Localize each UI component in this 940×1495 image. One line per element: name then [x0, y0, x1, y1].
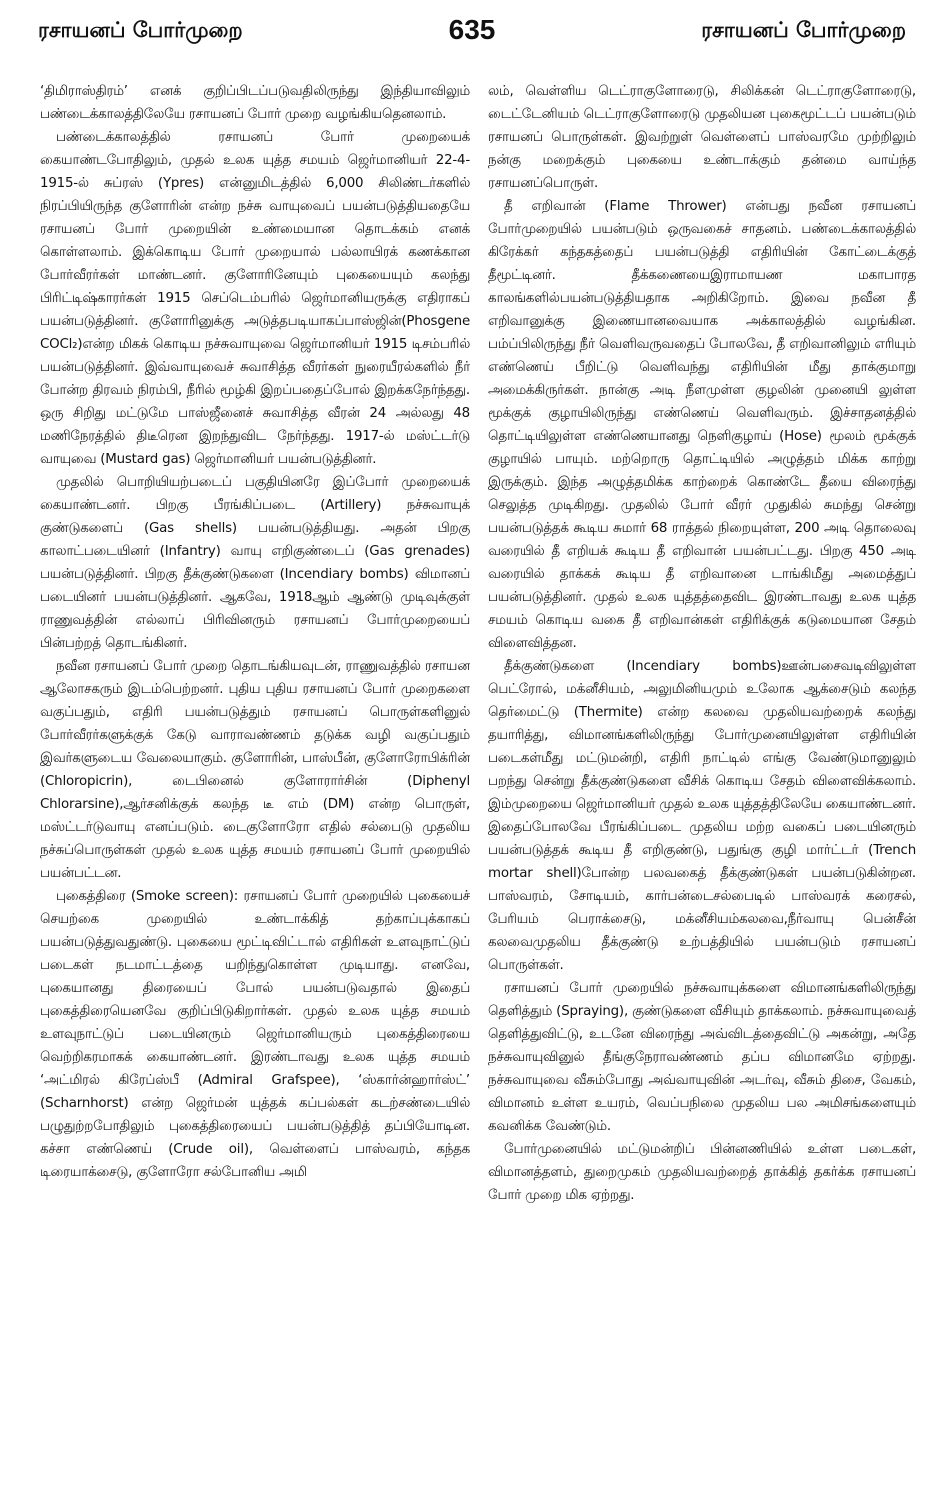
running-title-right: ரசாயனப் போர்முறை — [701, 18, 906, 42]
page-number: 635 — [448, 14, 496, 45]
paragraph: புகைத்திரை (Smoke screen): ரசாயனப் போர் முறையில் புகையைச் செயற்கை முறையில் உண்டாக்கித் தற்காப்புக்காகப் பயன்படுத்துவதுண்டு. புகையை மூட்டிவிட்டால் எதிரிகள் உளவுநாட்டுப் படைகள் நடமாட்டத்தை யறிந்துகொள்ள முடியாது. எனவே, புகையானது திரையைப் போல் பயன்படுவதால் இதைப் புகைத்திரையெனவே குறிப்பிடுகிறார்கள். முதல் உலக யுத்த சமயம் உளவுநாட்டுப் படையினரும் ஜெர்மானியரும் புகைத்திரையை வெற்றிகரமாகக் கையாண்டனர். இரண்டாவது உலக யுத்த சமயம் ‘அட்மிரல் கிரேப்ஸ்பீ (Admiral Grafspee), ‘ஸ்கார்ன்ஹார்ஸ்ட்’ (Scharnhorst) என்ற ஜெர்மன் யுத்தக் கப்பல்கள் கடற்சண்டையில் பழுதுற்றபோதிலும் புகைத்திரையைப் பயன்படுத்தித் தப்பியோடின. கச்சா எண்ணெய் (Crude oil), வெள்ளைப் பாஸ்வரம், கந்தக டிரையாக்சைடு, குளோரோ சல்போனிய அமி — [40, 889, 470, 1180]
paragraph: போர்முனையில் மட்டுமன்றிப் பின்னணியில் உள்ள படைகள், விமானத்தளம், துறைமுகம் முதலியவற்றைத் தாக்கித் தகர்க்க ரசாயனப் போர் முறை மிக ஏற்றது. — [488, 1142, 916, 1203]
paragraph: தீ எறிவான் (Flame Thrower) என்பது நவீன ரசாயனப் போர்முறையில் பயன்படும் ஒருவகைச் சாதனம். பண்டைக்காலத்தில் கிரேக்கர் கந்தகத்தைப் பயன்படுத்தி எதிரியின் கோட்டைக்குத் தீமூட்டினர். தீக்கணையைஇராமாயண மகாபாரத காலங்களில்பயன்படுத்தியதாக அறிகிறோம். இவை நவீன தீ எறிவானுக்கு இணையானவையாக அக்காலத்தில் வழங்கின. பம்ப்பிலிருந்து நீர் வெளிவருவதைப் போலவே, தீ எறிவானிலும் எரியும் எண்ணெய் பீறிட்டு வெளிவந்து எதிரியின் மீது தாக்குமாறு அமைக்கிருர்கள். நான்கு அடி நீளமுள்ள குழலின் முனையி லுள்ள மூக்குக் குழாயிலிருந்து எண்ணெய் வெளிவரும். இச்சாதனத்தில் தொட்டியிலுள்ள எண்ணெயானது நெளிகுழாய் (Hose) மூலம் மூக்குக் குழாயில் பாயும். மற்றொரு தொட்டியில் அழுத்தம் மிக்க காற்று இருக்கும். இந்த அழுத்தமிக்க காற்றைக் கொண்டே தீயை விரைந்து செலுத்த முடிகிறது. முதலில் போர் வீரர் முதுகில் சுமந்து சென்று பயன்படுத்தக் கூடிய சுமார் 68 ராத்தல் நிறையுள்ள, 200 அடி தொலைவு வரையில் தீ எறியக் கூடிய தீ எறிவான் பயன்பட்டது. பிறகு 450 அடி வரையில் தாக்கக் கூடிய தீ எறிவானை டாங்கிமீது அமைத்துப் பயன்படுத்தினர். முதல் உலக யுத்தத்தைவிட இரண்டாவது உலக யுத்த சமயம் கொடிய வகை தீ எறிவான்கள் எதிரிக்குக் கடுமையான சேதம் விளைவித்தன. — [488, 199, 916, 651]
left-column — [40, 80, 470, 1480]
page-header — [38, 14, 906, 64]
paragraph: லம், வெள்ளிய டெட்ராகுளோரைடு, சிலிக்கன் டெட்ராகுளோரைடு, டைட்டேனியம் டெட்ராகுளோரைடு முதலியன புகைமூட்டப் பயன்படும் ரசாயனப் பொருள்கள். இவற்றுள் வெள்ளைப் பாஸ்வரமே முற்றிலும் நன்கு மறைக்கும் புகையை உண்டாக்கும் தன்மை வாய்ந்த ரசாயனப்பொருள். — [488, 84, 916, 191]
paragraph: ரசாயனப் போர் முறையில் நச்சுவாயுக்களை விமானங்களிலிருந்து தெளித்தும் (Spraying), குண்டுகளை வீசியும் தாக்கலாம். நச்சுவாயுவைத் தெளித்துவிட்டு, உடனே விரைந்து அவ்விடத்தைவிட்டு அகன்று, அதே நச்சுவாயுவினுல் தீங்குநேராவண்ணம் தப்ப விமானமே ஏற்றது. நச்சுவாயுவை வீசும்போது அவ்வாயுவின் அடர்வு, வீசும் திசை, வேகம், விமானம் உள்ள உயரம், வெப்பநிலை முதலிய பல அமிசங்களையும் கவனிக்க வேண்டும். — [488, 981, 916, 1134]
running-title-left: ரசாயனப் போர்முறை — [38, 18, 243, 42]
paragraph: பண்டைக்காலத்தில் ரசாயனப் போர் முறையைக் கையாண்டபோதிலும், முதல் உலக யுத்த சமயம் ஜெர்மானியர் 22-4-1915-ல் சுப்ரஸ் (Ypres) என்னுமிடத்தில் 6,000 சிலிண்டர்களில் நிரப்பியிருந்த குளோரின் என்ற நச்சு வாயுவைப் பயன்படுத்தியதையே ரசாயனப் போர் முறையின் உண்மையான தொடக்கம் எனக் கொள்ளலாம். இக்கொடிய போர் முறையால் பல்லாயிரக் கணக்கான போர்வீரர்கள் மாண்டனர். குளோரினேயும் புகையையும் கலந்து பிரிட்டிஷ்காரர்கள் 1915 செப்டெம்பரில் ஜெர்மானியருக்கு எதிராகப் பயன்படுத்தினர். குளோரினுக்கு அடுத்தபடியாகப்பாஸ்ஜின்(Phosgene COCl₂)என்ற மிகக் கொடிய நச்சுவாயுவை ஜெர்மானியர் 1915 டிசம்பரில் பயன்படுத்தினர். இவ்வாயுவைச் சுவாசித்த வீரர்கள் நுரையீரல்களில் நீர் போன்ற திரவம் நிரம்பி, நீரில் மூழ்கி இறப்பதைப்போல் இறக்கநேர்ந்தது. ஒரு சிறிது மட்டுமே பாஸ்ஜீனைச் சுவாசித்த வீரன் 24 அல்லது 48 மணிநேரத்தில் திடீரென இறந்துவிட நேர்ந்தது. 1917-ல் மஸ்ட்டர்டு வாயுவை (Mustard gas) ஜெர்மானியர் பயன்படுத்தினர். — [40, 130, 470, 467]
paragraph: ‘திமிராஸ்திரம்’ எனக் குறிப்பிடப்படுவதிலிருந்து இந்தியாவிலும் பண்டைக்காலத்திலேயே ரசாயனப் போர் முறை வழங்கியதெனலாம். — [40, 84, 470, 122]
right-column — [488, 80, 916, 1480]
paragraph: நவீன ரசாயனப் போர் முறை தொடங்கியவுடன், ராணுவத்தில் ரசாயன ஆலோசகரும் இடம்பெற்றனர். புதிய புதிய ரசாயனப் போர் முறைகளை வகுப்பதும், எதிரி பயன்படுத்தும் ரசாயனப் பொருள்களினுல் போர்வீரர்களுக்குக் கேடு வாராவண்ணம் தடுக்க வழி வகுப்பதும் இவர்களுடைய வேலையாகும். குளோரின், பாஸ்பீன், குளோரோபிக்ரின் (Chloropicrin), டைபினைல் குளோரார்சின் (Diphenyl Chlorarsine),ஆர்சனிக்குக் கலந்த டீ எம் (DM) என்ற பொருள், மஸ்ட்டர்டுவாயு எனப்படும். டைகுளோரோ எதில் சல்பைடு முதலிய நச்சுப்பொருள்கள் முதல் உலக யுத்த சமயம் ரசாயனப் போர் முறையில் பயன்பட்டன. — [40, 659, 470, 881]
paragraph: முதலில் பொறியியற்படைப் பகுதியினரே இப்போர் முறையைக் கையாண்டனர். பிறகு பீரங்கிப்படை (Artillery) நச்சுவாயுக் குண்டுகளைப் (Gas shells) பயன்படுத்தியது. அதன் பிறகு காலாட்படையினர் (Infantry) வாயு எறிகுண்டைப் (Gas grenades) பயன்படுத்தினர். பிறகு தீக்குண்டுகளை (Incendiary bombs) விமானப் படையினர் பயன்படுத்தினர். ஆகவே, 1918ஆம் ஆண்டு முடிவுக்குள் ராணுவத்தின் எல்லாப் பிரிவினரும் ரசாயனப் போர்முறையைப் பின்பற்றத் தொடங்கினர். — [40, 475, 470, 651]
paragraph: தீக்குண்டுகளை (Incendiary bombs)ஊன்பசைவடிவிலுள்ள பெட்ரோல், மக்னீசியம், அலுமினியமும் உலோக ஆக்சைடும் கலந்த தெர்மைட்டு (Thermite) என்ற கலவை முதலியவற்றைக் கலந்து தயாரித்து, விமானங்களிலிருந்து போர்முனையிலுள்ள எதிரியின் படைகள்மீது மட்டுமன்றி, எதிரி நாட்டில் எங்கு வேண்டுமானுலும் பறந்து சென்று தீக்குண்டுகளை வீசிக் கொடிய சேதம் விளைவிக்கலாம். இம்முறையை ஜெர்மானியர் முதல் உலக யுத்தத்திலேயே கையாண்டனர். இதைப்போலவே பீரங்கிப்படை முதலிய மற்ற வகைப் படையினரும் பயன்படுத்தக் கூடிய தீ எறிகுண்டு, பதுங்கு குழி மார்ட்டர் (Trench mortar shell)போன்ற பலவகைத் தீக்குண்டுகள் பயன்படுகின்றன. பாஸ்வரம், சோடியம், கார்பன்டைசல்பைடில் பாஸ்வரக் கரைசல், பேரியம் பெராக்சைடு, மக்னீசியம்கலவை,நீர்வாயு பென்சீன் கலவைமுதலிய தீக்குண்டு உற்பத்தியில் பயன்படும் ரசாயனப் பொருள்கள். — [488, 659, 916, 973]
